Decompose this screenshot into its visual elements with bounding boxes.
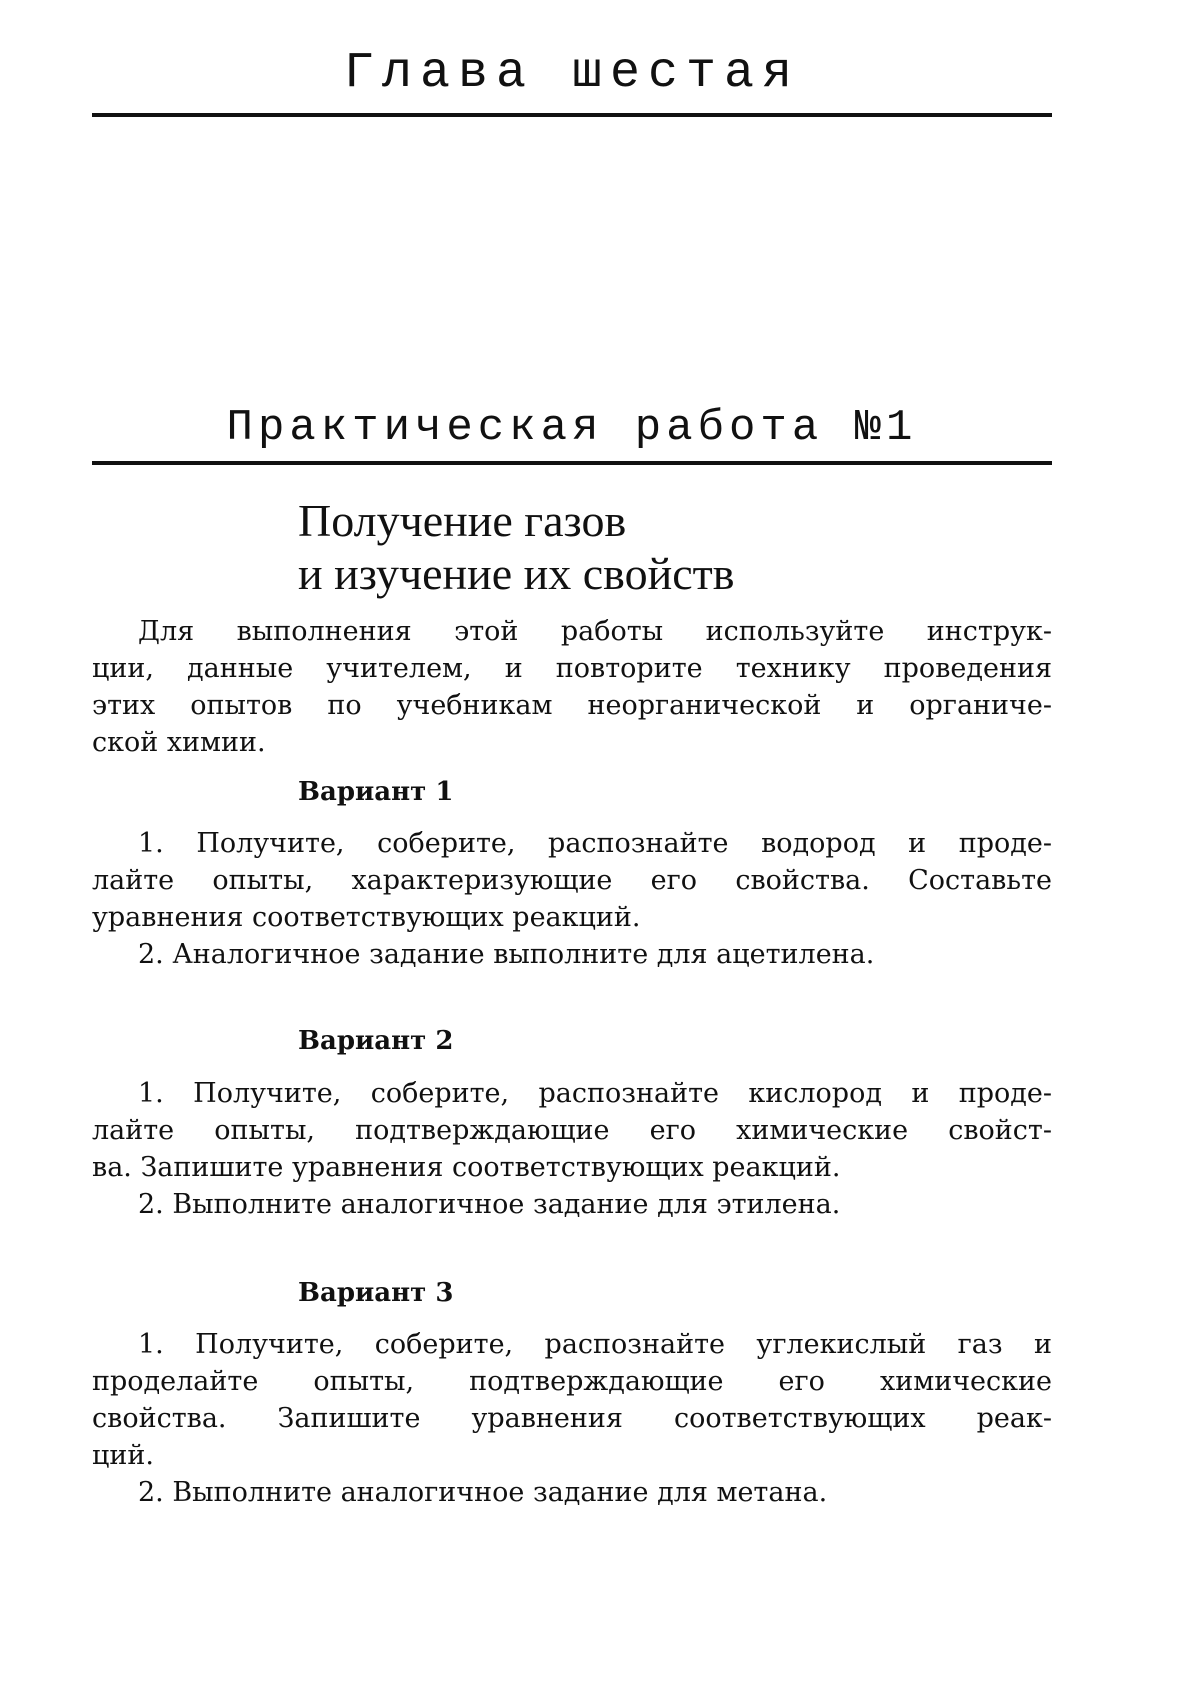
intro-line: Для выполнения этой работы используйте инструк-	[138, 616, 1052, 647]
task-line: 1. Получите, соберите, распознайте углекислый газ и	[138, 1329, 1052, 1360]
task-line: лайте опыты, подтверждающие его химические свойст-	[92, 1115, 1052, 1146]
chapter-divider	[92, 113, 1052, 117]
task-line: лайте опыты, характеризующие его свойства. Составьте	[92, 865, 1052, 896]
variant-3-tasks	[92, 1326, 1052, 1511]
task-line: уравнения соответствующих реакций.	[92, 902, 641, 933]
task-line: 1. Получите, соберите, распознайте водород и проде-	[138, 828, 1052, 859]
topic-title-line-2: и изучение их свойств	[298, 548, 735, 599]
chapter-title: Глава шестая	[343, 45, 801, 102]
task-line: ций.	[92, 1440, 154, 1471]
intro-line: ции, данные учителем, и повторите технику проведения	[92, 653, 1052, 684]
intro-paragraph	[92, 613, 1052, 761]
variant-1-tasks	[92, 825, 1052, 973]
task-line: 2. Выполните аналогичное задание для этилена.	[138, 1189, 841, 1220]
task-line: свойства. Запишите уравнения соответствующих реак-	[92, 1403, 1052, 1434]
task-line: проделайте опыты, подтверждающие его химические	[92, 1366, 1052, 1397]
variant-2-heading: Вариант 2	[298, 1026, 454, 1056]
variant-3-heading: Вариант 3	[298, 1278, 454, 1308]
intro-line: ской химии.	[92, 727, 266, 758]
intro-line: этих опытов по учебникам неорганической и органиче-	[92, 690, 1052, 721]
topic-title-line-1: Получение газов	[298, 495, 627, 546]
variant-1-heading: Вариант 1	[298, 777, 454, 807]
variant-2-tasks	[92, 1075, 1052, 1223]
task-line: 1. Получите, соберите, распознайте кислород и проде-	[138, 1078, 1052, 1109]
topic-title	[298, 494, 734, 600]
work-divider	[92, 461, 1052, 465]
task-line: ва. Запишите уравнения соответствующих реакций.	[92, 1152, 841, 1183]
practical-work-title: Практическая работа №1	[226, 403, 918, 453]
task-line: 2. Выполните аналогичное задание для метана.	[138, 1477, 828, 1508]
task-line: 2. Аналогичное задание выполните для ацетилена.	[138, 939, 875, 970]
